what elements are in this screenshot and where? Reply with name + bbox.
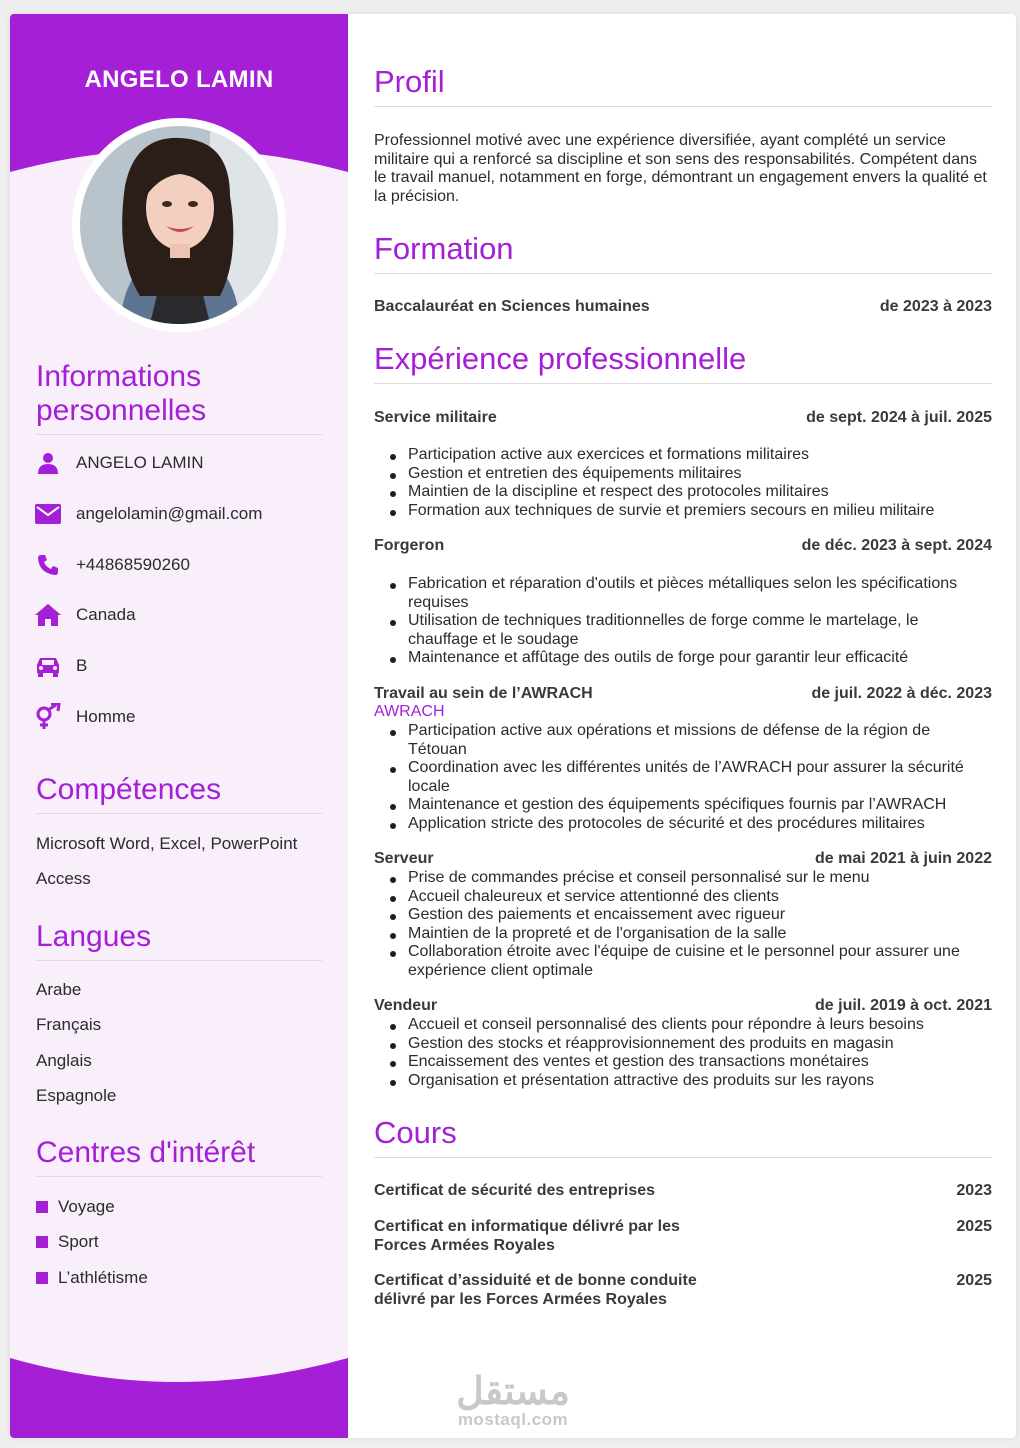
- language-item: Anglais: [36, 1051, 92, 1070]
- job-date: de sept. 2024 à juil. 2025: [806, 409, 992, 426]
- car-icon: [34, 652, 62, 680]
- square-bullet-icon: [36, 1236, 48, 1248]
- course-date: 2025: [956, 1218, 992, 1235]
- language-item: Français: [36, 1015, 102, 1034]
- interest-text: L’athlétisme: [58, 1268, 148, 1287]
- list-item: Prise de commandes précise et conseil personnalisé sur le menu: [388, 869, 992, 888]
- info-phone-text: +44868590260: [76, 555, 190, 574]
- education-date: de 2023 à 2023: [879, 298, 992, 315]
- list-item: Fabrication et réparation d'outils et pièces métalliques selon les spécifications requises: [388, 575, 992, 612]
- info-phone: [34, 550, 190, 580]
- list-item: Accueil chaleureux et service attentionné des clients: [388, 888, 992, 907]
- watermark: [448, 1371, 578, 1430]
- info-name: [34, 448, 204, 478]
- course-date: 2023: [956, 1182, 992, 1199]
- square-bullet-icon: [36, 1201, 48, 1213]
- job-title: Forgeron: [374, 537, 445, 554]
- experience-heading: Expérience professionnelle: [374, 341, 992, 384]
- list-item: Utilisation de techniques traditionnelles de forge comme le martelage, le chauffage et le soudage: [388, 612, 992, 649]
- square-bullet-icon: [36, 1272, 48, 1284]
- job-row: [374, 850, 992, 869]
- profile-photo: [80, 126, 278, 324]
- user-icon: [34, 449, 62, 477]
- job-row: [374, 537, 992, 556]
- education-heading: Formation: [374, 231, 992, 274]
- info-country-text: Canada: [76, 605, 136, 624]
- job-bullets: [388, 1016, 992, 1090]
- info-name-text: ANGELO LAMIN: [76, 453, 204, 472]
- interests-heading: Centres d'intérêt: [36, 1136, 322, 1177]
- interest-item: [36, 1197, 115, 1217]
- phone-icon: [34, 551, 62, 579]
- profile-heading: Profil: [374, 64, 992, 107]
- info-email-text: angelolamin@gmail.com: [76, 504, 263, 523]
- job-row: [374, 685, 992, 704]
- job-row: [374, 409, 992, 428]
- info-license: [34, 651, 87, 681]
- candidate-name: ANGELO LAMIN: [84, 66, 274, 93]
- personal-info-heading-line1: Informations: [36, 360, 202, 393]
- job-bullets: [388, 869, 992, 981]
- home-icon: [34, 601, 62, 629]
- gender-icon: [34, 703, 62, 731]
- list-item: Organisation et présentation attractive des produits sur les rayons: [388, 1072, 992, 1091]
- language-item: Arabe: [36, 980, 82, 999]
- skill-item: Access: [36, 869, 91, 888]
- skill-item: Microsoft Word, Excel, PowerPoint: [36, 834, 298, 853]
- job-title: Travail au sein de l’AWRACH: [374, 685, 593, 702]
- list-item: Accueil et conseil personnalisé des clients pour répondre à leurs besoins: [388, 1016, 992, 1035]
- job-organization: AWRACH: [374, 703, 445, 720]
- list-item: Gestion des stocks et réapprovisionnement des produits en magasin: [388, 1035, 992, 1054]
- skills-heading: Compétences: [36, 773, 322, 814]
- course-row: [374, 1272, 992, 1309]
- info-country: [34, 600, 136, 630]
- job-date: de mai 2021 à juin 2022: [815, 850, 992, 867]
- job-title: Serveur: [374, 850, 434, 867]
- profile-text: Professionnel motivé avec une expérience diversifiée, ayant complété un service militaire qui a renforcé sa discipline et son sens des responsabilités. Compétent dans le travail manuel, notamment en forge, démontrant un engagement envers la qualité et la précision.: [374, 132, 987, 205]
- list-item: Application stricte des protocoles de sécurité et des procédures militaires: [388, 815, 992, 834]
- resume-page: [10, 14, 1016, 1438]
- info-gender-text: Homme: [76, 707, 136, 726]
- job-date: de juil. 2022 à déc. 2023: [811, 685, 992, 702]
- info-email: [34, 499, 262, 529]
- course-title: Certificat en informatique délivré par les Forces Armées Royales: [374, 1218, 680, 1254]
- course-row: [374, 1218, 992, 1255]
- job-bullets: [388, 722, 992, 834]
- job-date: de juil. 2019 à oct. 2021: [815, 997, 992, 1014]
- job-bullets: [388, 575, 992, 668]
- course-date: 2025: [956, 1272, 992, 1289]
- watermark-arabic: مستقل: [456, 1371, 570, 1413]
- interest-text: Voyage: [58, 1197, 115, 1216]
- list-item: Maintien de la discipline et respect des protocoles militaires: [388, 483, 992, 502]
- interest-item: [36, 1268, 148, 1288]
- interest-text: Sport: [58, 1232, 99, 1251]
- watermark-latin: mostaql.com: [457, 1410, 569, 1429]
- sidebar: [10, 14, 348, 1438]
- languages-heading: Langues: [36, 920, 322, 961]
- sidebar-bottom-band: [10, 1358, 348, 1438]
- courses-heading: Cours: [374, 1115, 992, 1158]
- list-item: Participation active aux exercices et formations militaires: [388, 446, 992, 465]
- list-item: Participation active aux opérations et missions de défense de la région de Tétouan: [388, 722, 992, 759]
- language-item: Espagnole: [36, 1086, 117, 1105]
- job-bullets: [388, 446, 992, 520]
- job-title: Service militaire: [374, 409, 497, 426]
- profile-photo-frame: [72, 118, 286, 332]
- list-item: Encaissement des ventes et gestion des transactions monétaires: [388, 1053, 992, 1072]
- personal-info-heading-line2: personnelles: [36, 394, 207, 427]
- list-item: Maintien de la propreté et de l'organisation de la salle: [388, 925, 992, 944]
- main-content: [374, 14, 992, 1438]
- list-item: Gestion des paiements et encaissement avec rigueur: [388, 906, 992, 925]
- job-title: Vendeur: [374, 997, 438, 1014]
- course-title: Certificat d’assiduité et de bonne conduite délivré par les Forces Armées Royales: [374, 1272, 697, 1308]
- envelope-icon: [34, 500, 62, 528]
- list-item: Gestion et entretien des équipements militaires: [388, 465, 992, 484]
- list-item: Formation aux techniques de survie et premiers secours en milieu militaire: [388, 502, 992, 521]
- education-row: [374, 298, 992, 317]
- info-gender: [34, 702, 136, 732]
- personal-info-heading: [36, 360, 322, 435]
- list-item: Maintenance et gestion des équipements spécifiques fournis par l’AWRACH: [388, 796, 992, 815]
- job-row: [374, 997, 992, 1016]
- list-item: Coordination avec les différentes unités de l’AWRACH pour assurer la sécurité locale: [388, 759, 992, 796]
- course-row: [374, 1182, 992, 1201]
- list-item: Maintenance et affûtage des outils de forge pour garantir leur efficacité: [388, 649, 992, 668]
- interest-item: [36, 1232, 99, 1252]
- education-title: Baccalauréat en Sciences humaines: [374, 298, 650, 315]
- course-title: Certificat de sécurité des entreprises: [374, 1182, 656, 1199]
- job-date: de déc. 2023 à sept. 2024: [801, 537, 992, 554]
- list-item: Collaboration étroite avec l'équipe de cuisine et le personnel pour assurer une expérience client optimale: [388, 943, 992, 980]
- info-license-text: B: [76, 656, 88, 675]
